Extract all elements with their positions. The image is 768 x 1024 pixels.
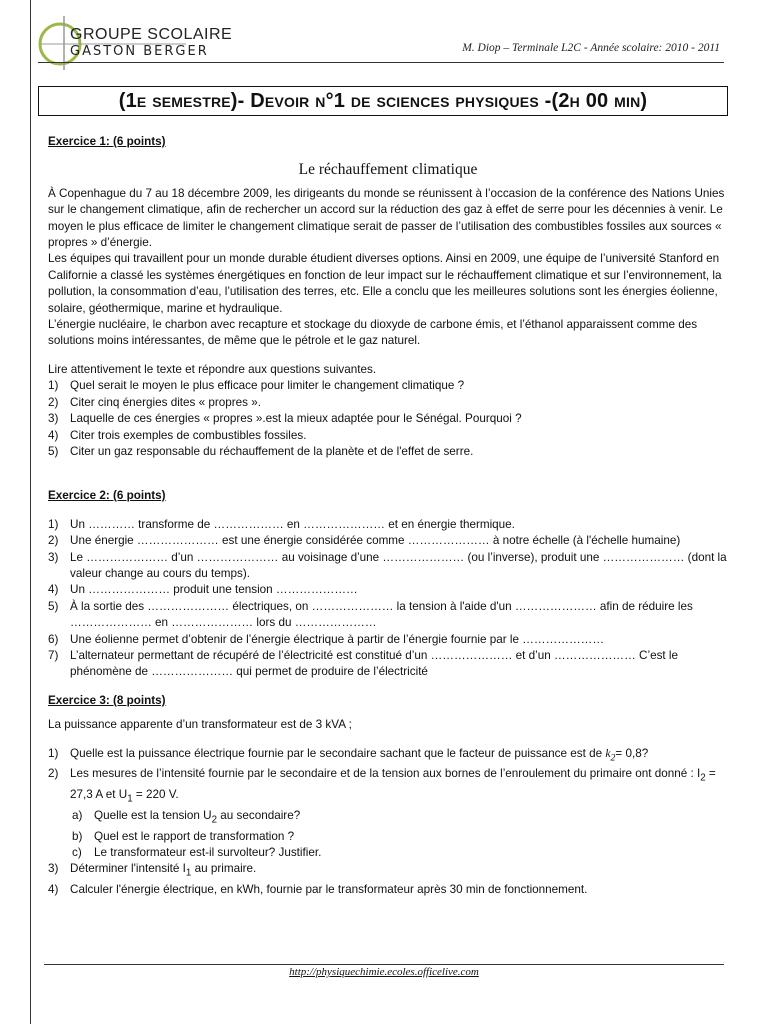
list-item: 4) Citer trois exemples de combustibles fossiles. (48, 428, 307, 442)
title-box (38, 86, 728, 116)
list-item: 2) Les mesures de l’intensité fournie par le secondaire et de la tension aux bornes de l’enroulement du primaire ont donné : $I_2 = 27,3$ A et $U_1 = 220$ V. a) Quelle est la tension $U_2$ au secondaire? b) Quel est le rapport de transformation ? c) Le transformateur est-il survolteur? Justifier. (48, 766, 728, 861)
exercise1-paragraph: Les équipes qui travaillent pour un monde durable étudient diverses options. Ainsi en 2009, une équipe de l’université Stanford en Californie a classé les systèmes énergétiques en fonction de leur impact sur le réchauffement climatique et sur l’environnement, la pollution, la consommation d’eau, l’utilisation des terres, etc. Elle a conclu que les meilleures solutions sont les énergies éolienne, solaire, géothermique, marine et hydraulique. (48, 252, 722, 315)
logo-text-line2: GASTON BERGER (70, 44, 209, 59)
header-divider (38, 62, 724, 63)
logo-text-line1: GROUPE SCOLAIRE (70, 26, 233, 43)
list-item: 5) À la sortie des ………………… électriques, on ………………… la tension à l'aide d'un ………………… afin de réduire les ………………… en ………………… lors du ………………… (48, 599, 693, 630)
footer-divider (44, 964, 724, 965)
exercise1-paragraph: L’énergie nucléaire, le charbon avec recapture et stockage du dioxyde de carbone émis, et l’éthanol apparaissent comme des solutions moins intéressantes, de même que le pétrole et le gaz naturel. (48, 318, 698, 348)
list-item: 1) Un ………… transforme de ……………… en ………………… et en énergie thermique. (48, 517, 515, 531)
list-item: c) Le transformateur est-il survolteur? Justifier. (72, 845, 322, 859)
exercise1-questions (48, 378, 728, 460)
footer-link[interactable]: http://physiquechimie.ecoles.officelive.com (289, 966, 479, 978)
exercise3-subquestions (48, 808, 728, 862)
k2-symbol: k (605, 746, 611, 760)
list-item: 4) Calculer l'énergie électrique, en kWh, fournie par le transformateur après 30 min de fonctionnement. (48, 883, 588, 897)
exercise1-paragraph: À Copenhague du 7 au 18 décembre 2009, les dirigeants du monde se réunissent à l’occasion de la conférence des Nations Unies sur le changement climatique, afin de rechercher un accord sur la réduction des gaz à effet de serre pour les décennies à venir. Le moyen le plus efficace de limiter le changement climatique serait de passer de l’utilisation des combustibles fossiles aux sources « propres » d’énergie. (48, 186, 725, 250)
page-title: (1e semestre)- Devoir n°1 de sciences physiques -(2h 00 min) (118, 89, 648, 112)
list-item: a) Quelle est la tension $U_2$ au secondaire? (72, 808, 301, 826)
list-item: b) Quel est le rapport de transformation ? (72, 829, 295, 843)
exercise3-heading: Exercice 3: (8 points) (48, 693, 166, 707)
school-logo (38, 12, 233, 72)
list-item: 3) Laquelle de ces énergies « propres ».est la mieux adaptée pour le Sénégal. Pourquoi ? (48, 412, 522, 426)
exercise1-heading: Exercice 1: (6 points) (48, 135, 166, 148)
exercise3-questions (48, 746, 728, 899)
exercise1-instruction: Lire attentivement le texte et répondre aux questions suivantes. (48, 362, 377, 376)
list-item: 1) Quel serait le moyen le plus efficace pour limiter le changement climatique ? (48, 379, 465, 393)
list-item: 2) Une énergie ………………… est une énergie considérée comme ………………… à notre échelle (à l'échelle humaine) (48, 534, 681, 548)
list-item: 7) L’alternateur permettant de récupéré de l’électricité est constitué d’un ………………… et d’un ………………… C’est le phénomène de ………………… qui permet de produire de l’électricité (48, 648, 679, 679)
page-left-border (30, 0, 31, 1024)
list-item: 2) Citer cinq énergies dites « propres ». (48, 395, 261, 409)
exercise2-heading: Exercice 2: (6 points) (48, 489, 166, 503)
header-credit: M. Diop – Terminale L2C - Année scolaire: 2010 - 2011 (462, 42, 720, 54)
list-item: 1) Quelle est la puissance électrique fournie par le secondaire sachant que le facteur de puissance est de $k_2= 0,8$? (48, 746, 649, 763)
list-item: 3) Déterminer l'intensité $I_1$ au primaire. (48, 862, 257, 879)
list-item: 4) Un ………………… produit une tension ………………… (48, 583, 358, 597)
list-item: 6) Une éolienne permet d’obtenir de l’énergie électrique à partir de l’énergie fournie par le ………………… (48, 632, 605, 646)
exercise1-title: Le réchauffement climatique (298, 161, 478, 179)
exercise3-intro: La puissance apparente d’un transformateur est de 3 kVA ; (48, 718, 352, 732)
list-item: 3) Le ………………… d’un ………………… au voisinage d’une ………………… (ou l’inverse), produit une ………………… (dont la valeur change au cours du temps). (48, 550, 727, 580)
document-body (48, 134, 728, 898)
exercise2-items (48, 517, 728, 681)
list-item: 5) Citer un gaz responsable du réchauffement de la planète et de l'effet de serre. (48, 444, 474, 458)
